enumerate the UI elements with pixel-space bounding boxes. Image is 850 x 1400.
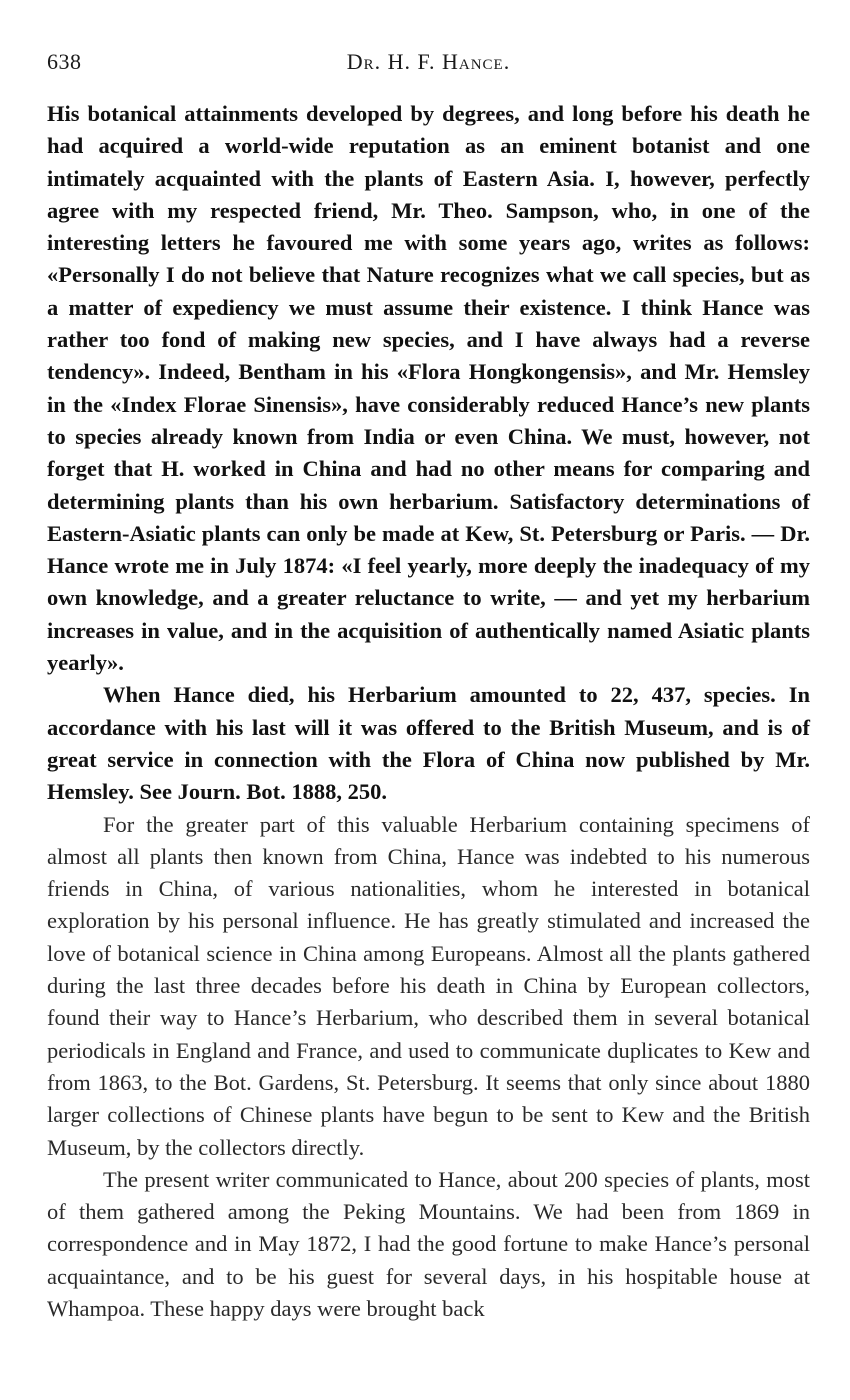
running-head — [47, 42, 810, 82]
running-title: Dr. H. F. Hance. — [346, 49, 511, 74]
paragraph-personal-acquaintance: The present writer communicated to Hance, about 200 species of plants, most of them gathered among the Peking Mountains. We had been from 1869 in correspondence and in May 1872, I had the good fortune to make Hance’s personal acquaintance, and to be his guest for several days, in his hospitable house at Whampoa. These happy days were brought back — [47, 1166, 810, 1321]
paragraph-botanical-attainments: His botanical attainments developed by degrees, and long before his death he had acquired a world-wide reputation as an eminent botanist and one intimately acquainted with the plants of Eastern Asia. I, however, perfectly agree with my respected friend, Mr. Theo. Sampson, who, in one of the interesting letters he favoured me with some years ago, writes as follows: «Personally I do not believe that Nature recognizes what we call species, but as a matter of expediency we must assume their existence. I think Hance was rather too fond of making new species, and I have always had a reverse tendency». Indeed, Bentham in his «Flora Hongkongensis», and Mr. Hemsley in the «Index Florae Sinensis», have considerably reduced Hance’s new plants to species already known from India or even China. We must, however, not forget that H. worked in China and had no other means for comparing and determining plants than his own herbarium. Satisfactory determinations of Eastern-Asiatic plants can only be made at Kew, St. Petersburg or Paris. — Dr. Hance wrote me in July 1874: «I feel yearly, more deeply the inadequacy of my own knowledge, and a greater reluctance to write, — and yet my herbarium increases in value, and in the acquisition of authentically named Asiatic plants yearly». — [47, 101, 810, 676]
paragraph-herbarium-size: When Hance died, his Herbarium amounted to 22, 437, species. In accordance with his last will it was offered to the British Museum, and is of great service in connection with the Flora of China now published by Mr. Hemsley. See Journ. Bot. 1888, 250. — [47, 682, 810, 805]
paragraph-herbarium-sources: For the greater part of this valuable Herbarium containing specimens of almost all plants then known from China, Hance was indebted to his numerous friends in China, of various nationalities, whom he interested in botanical exploration by his personal influence. He has greatly stimulated and increased the love of botanical science in China among Europeans. Almost all the plants gathered during the last three decades before his death in China by European collectors, found their way to Hance’s Herbarium, who described them in several botanical periodicals in England and France, and used to communicate duplicates to Kew and from 1863, to the Bot. Gardens, St. Petersburg. It seems that only since about 1880 larger collections of Chinese plants have begun to be sent to Kew and the British Museum, by the collectors directly. — [47, 811, 810, 1160]
body-text — [47, 98, 810, 1325]
page-number: 638 — [47, 49, 82, 74]
